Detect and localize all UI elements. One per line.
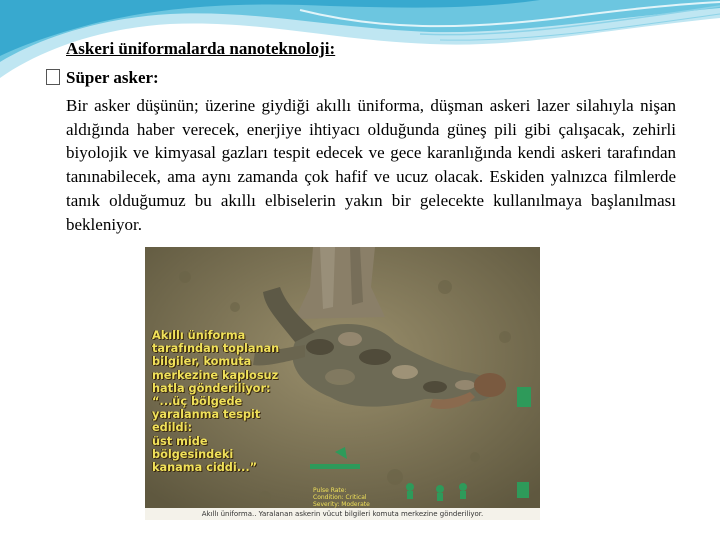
bullet-label: Süper asker: (66, 68, 159, 87)
photo-caption: Akıllı üniforma.. Yaralanan askerin vücut bilgileri komuta merkezine gönderiliyor. (145, 508, 540, 520)
status-line: Condition: Critical (313, 494, 367, 501)
bullet-item (46, 67, 159, 89)
overlay-line: Akıllı üniforma (152, 329, 246, 342)
body-paragraph: Bir asker düşünün; üzerine giydiği akıllı üniforma, düşman askeri lazer silahıyla nişan aldığında haber verecek, enerjiye ihtiyacı olduğunda güneş pili gibi çalışacak, zehirli biyolojik ve kimyasal gazları tespit edecek ve gece karanlığında kendi askeri tarafından tanınabilecek, ama aynı zamanda çok hafif ve ucuz olacak. Eskiden yalnızca filmlerde tanık olduğumuz bu akıllı elbiselerin yakın bir gelecekte kullanılmaya başlanılması bekleniyor. (66, 96, 676, 234)
slide-heading: Askeri üniformalarda nanoteknoloji: (66, 39, 336, 58)
status-line: Pulse Rate: (313, 487, 347, 494)
overlay-line: tarafından toplanan (152, 342, 280, 356)
overlay-line: bilgiler, komuta (152, 355, 252, 369)
overlay-quote-line: “...üç bölgede (152, 395, 243, 409)
hud-corner-icon (517, 482, 529, 498)
overlay-line: merkezine kaplosuz (152, 368, 279, 382)
soldier-photo (145, 247, 540, 520)
overlay-quote-line: kanama ciddi...” (152, 461, 258, 475)
status-line: Severity: Moderate (313, 501, 370, 508)
hud-side-icon (517, 387, 531, 407)
overlay-line: hatla gönderiliyor: (152, 381, 271, 395)
overlay-quote-line: yaralanma tespit edildi: (152, 408, 261, 435)
hud-bar-icon (310, 464, 360, 469)
bullet-box-icon (46, 69, 60, 85)
photo-overlay-text (152, 329, 292, 474)
status-readout (313, 487, 370, 508)
soldier-scene-illustration (145, 247, 540, 520)
overlay-quote-line: üst mide bölgesindeki (152, 434, 234, 461)
